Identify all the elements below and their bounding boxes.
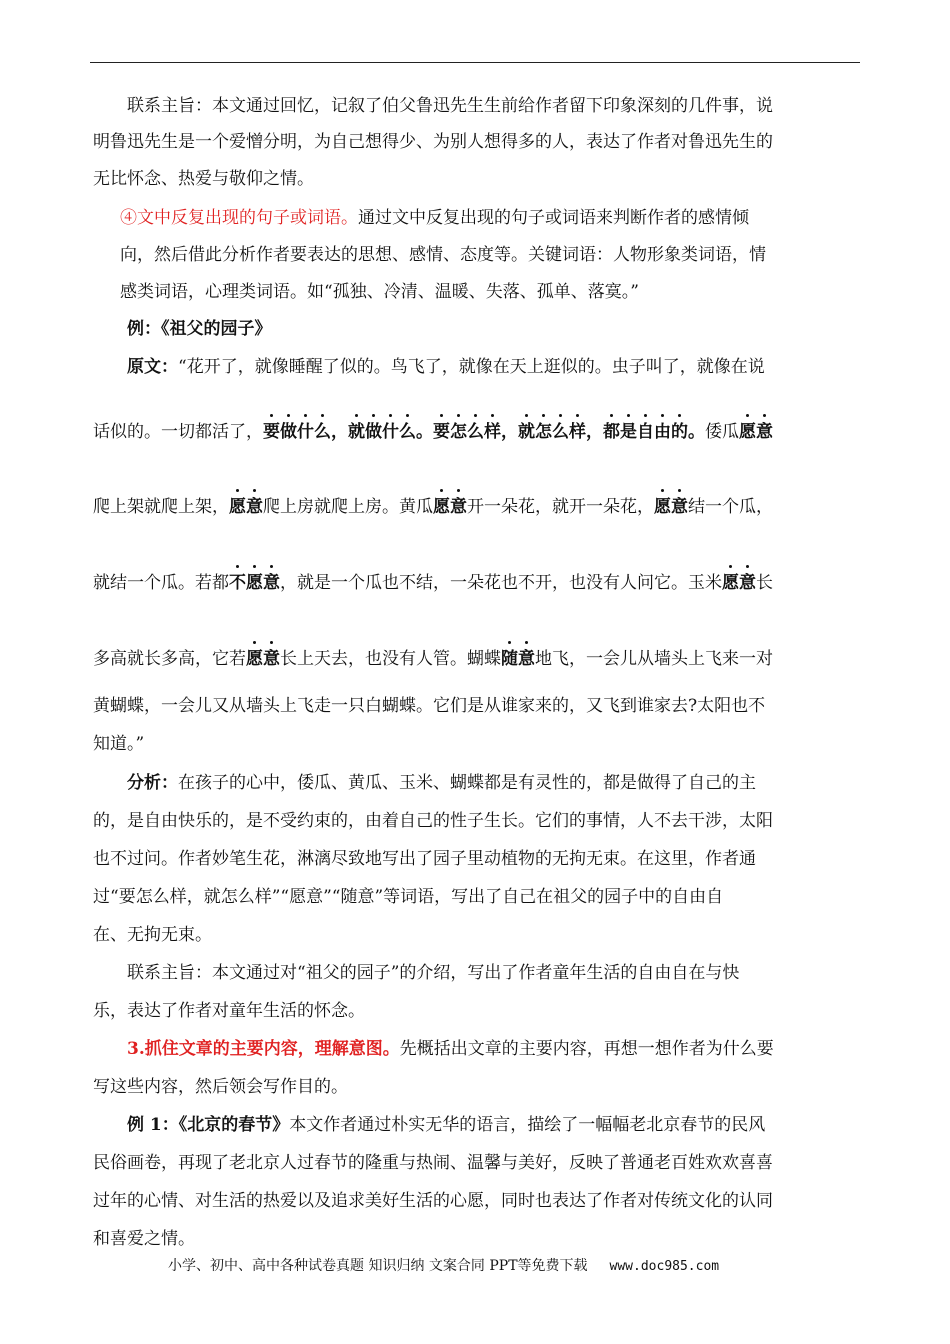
emphasis-dotted	[433, 497, 467, 517]
emphasis-dotted	[229, 573, 280, 593]
emphasis-char: 什	[382, 422, 399, 442]
emphasis-char: 愿	[722, 573, 739, 593]
emphasis-dotted	[654, 497, 688, 517]
emphasis-char: 怎	[535, 422, 552, 442]
emphasis-char: 意	[739, 573, 756, 593]
emphasis-char: 愿	[246, 573, 263, 593]
emphasis-dotted	[229, 497, 263, 517]
emphasis-char: 做	[280, 422, 297, 442]
original-label: 原文：	[127, 357, 178, 377]
text-line: 分析：在孩子的心中，倭瓜、黄瓜、玉米、蝴蝶都是有灵性的，都是做得了自己的主	[127, 773, 756, 793]
emphasis-dotted	[501, 649, 535, 669]
emphasis-char: 要	[263, 422, 280, 442]
emphasis-char: 愿	[654, 497, 671, 517]
text-line: 过“要怎么样，就怎么样”“愿意”“随意”等词语，写出了自己在祖父的园子中的自由自	[93, 887, 724, 907]
footer-url[interactable]: www.doc985.com	[609, 1259, 720, 1274]
emphasis-char: 要	[433, 422, 450, 442]
text-line: 也不过问。作者妙笔生花，淋漓尽致地写出了园子里动植物的无拘无束。在这里，作者通	[93, 849, 756, 869]
text-line: 联系主旨：本文通过回忆，记叙了伯父鲁迅先生生前给作者留下印象深刻的几件事，说	[127, 96, 773, 116]
text-line: 话似的。一切都活了，要做什么，就做什么。要怎么样，就怎么样，都是自由的。倭瓜愿意	[93, 422, 773, 442]
emphasis-char: 样	[484, 422, 501, 442]
emphasis-char: 意	[756, 422, 773, 442]
text-line: 和喜爱之情。	[93, 1229, 195, 1249]
text-line: 明鲁迅先生是一个爱憎分明，为自己想得少、为别人想得多的人，表达了作者对鲁迅先生的	[93, 132, 773, 152]
section-heading: ④文中反复出现的句子或词语。	[120, 208, 358, 228]
text-line: 在、无拘无束。	[93, 925, 212, 945]
emphasis-char: ，	[586, 422, 603, 442]
emphasis-char: 由	[654, 422, 671, 442]
emphasis-char: 的	[671, 422, 688, 442]
emphasis-char: 做	[365, 422, 382, 442]
analysis-label: 分析：	[127, 773, 178, 793]
text-line: 感类词语，心理类词语。如“孤独、冷清、温暖、失落、孤单、落寞。”	[120, 282, 639, 302]
text-line: 写这些内容，然后领会写作目的。	[93, 1077, 348, 1097]
emphasis-dotted	[246, 649, 280, 669]
emphasis-char: 就	[518, 422, 535, 442]
emphasis-char: 愿	[739, 422, 756, 442]
emphasis-char: 意	[263, 649, 280, 669]
emphasis-char: ，	[501, 422, 518, 442]
emphasis-dotted	[739, 422, 773, 442]
text-line: 乐，表达了作者对童年生活的怀念。	[93, 1001, 365, 1021]
page-footer	[168, 1255, 719, 1275]
text-line: 联系主旨：本文通过对“祖父的园子”的介绍，写出了作者童年生活的自由自在与快	[127, 963, 740, 983]
emphasis-char: 意	[246, 497, 263, 517]
example-label: 例 1：《北京的春节》	[127, 1115, 290, 1135]
emphasis-char: 随	[501, 649, 518, 669]
header-rule	[90, 62, 860, 63]
emphasis-char: 样	[569, 422, 586, 442]
emphasis-char: 不	[229, 573, 246, 593]
emphasis-char: 么	[399, 422, 416, 442]
emphasis-char: 。	[416, 422, 433, 442]
emphasis-char: 意	[450, 497, 467, 517]
emphasis-char: 愿	[229, 497, 246, 517]
text-line: 民俗画卷，再现了老北京人过春节的隆重与热闹、温馨与美好，反映了普通老百姓欢欢喜喜	[93, 1153, 773, 1173]
emphasis-char: 就	[348, 422, 365, 442]
text-line: 爬上架就爬上架，愿意爬上房就爬上房。黄瓜愿意开一朵花，就开一朵花，愿意结一个瓜，	[93, 497, 773, 517]
text-line: 过年的心情、对生活的热爱以及追求美好生活的心愿，同时也表达了作者对传统文化的认同	[93, 1191, 773, 1211]
text-line: ④文中反复出现的句子或词语。通过文中反复出现的句子或词语来判断作者的感情倾	[120, 208, 749, 228]
text-line: 3.抓住文章的主要内容，理解意图。先概括出文章的主要内容，再想一想作者为什么要	[127, 1039, 774, 1059]
emphasis-char: 愿	[246, 649, 263, 669]
text-line: 黄蝴蝶，一会儿又从墙头上飞走一只白蝴蝶。它们是从谁家来的，又飞到谁家去?太阳也不	[93, 696, 766, 716]
emphasis-char: 么	[314, 422, 331, 442]
text-line: 就结一个瓜。若都不愿意，就是一个瓜也不结，一朵花也不开，也没有人问它。玉米愿意长	[93, 573, 773, 593]
emphasis-char: 。	[688, 422, 705, 442]
example-heading: 例：《祖父的园子》	[127, 319, 272, 339]
emphasis-char: ，	[331, 422, 348, 442]
emphasis-char: 么	[467, 422, 484, 442]
emphasis-char: 自	[637, 422, 654, 442]
emphasis-char: 么	[552, 422, 569, 442]
emphasis-char: 意	[518, 649, 535, 669]
text-line: 的，是自由快乐的，是不受约束的，由着自己的性子生长。它们的事情，人不去干涉，太阳	[93, 811, 773, 831]
emphasis-dotted	[722, 573, 756, 593]
text-line: 多高就长多高，它若愿意长上天去，也没有人管。蝴蝶随意地飞，一会儿从墙头上飞来一对	[93, 649, 773, 669]
text-line: 向，然后借此分析作者要表达的思想、感情、态度等。关键词语：人物形象类词语，情	[120, 245, 766, 265]
emphasis-char: 怎	[450, 422, 467, 442]
text-line: 知道。”	[93, 734, 145, 754]
section-heading: 3.抓住文章的主要内容，理解意图。	[127, 1039, 400, 1059]
text-line: 无比怀念、热爱与敬仰之情。	[93, 169, 314, 189]
footer-text: 小学、初中、高中各种试卷真题 知识归纳 文案合同 PPT等免费下载	[168, 1258, 588, 1274]
emphasis-char: 是	[620, 422, 637, 442]
text-line: 例 1：《北京的春节》本文作者通过朴实无华的语言，描绘了一幅幅老北京春节的民风	[127, 1115, 766, 1135]
emphasis-char: 什	[297, 422, 314, 442]
emphasis-dotted	[263, 422, 705, 442]
emphasis-char: 愿	[433, 497, 450, 517]
text-line: 原文：“花开了，就像睡醒了似的。鸟飞了，就像在天上逛似的。虫子叫了，就像在说	[127, 357, 765, 377]
emphasis-char: 都	[603, 422, 620, 442]
emphasis-char: 意	[263, 573, 280, 593]
emphasis-char: 意	[671, 497, 688, 517]
